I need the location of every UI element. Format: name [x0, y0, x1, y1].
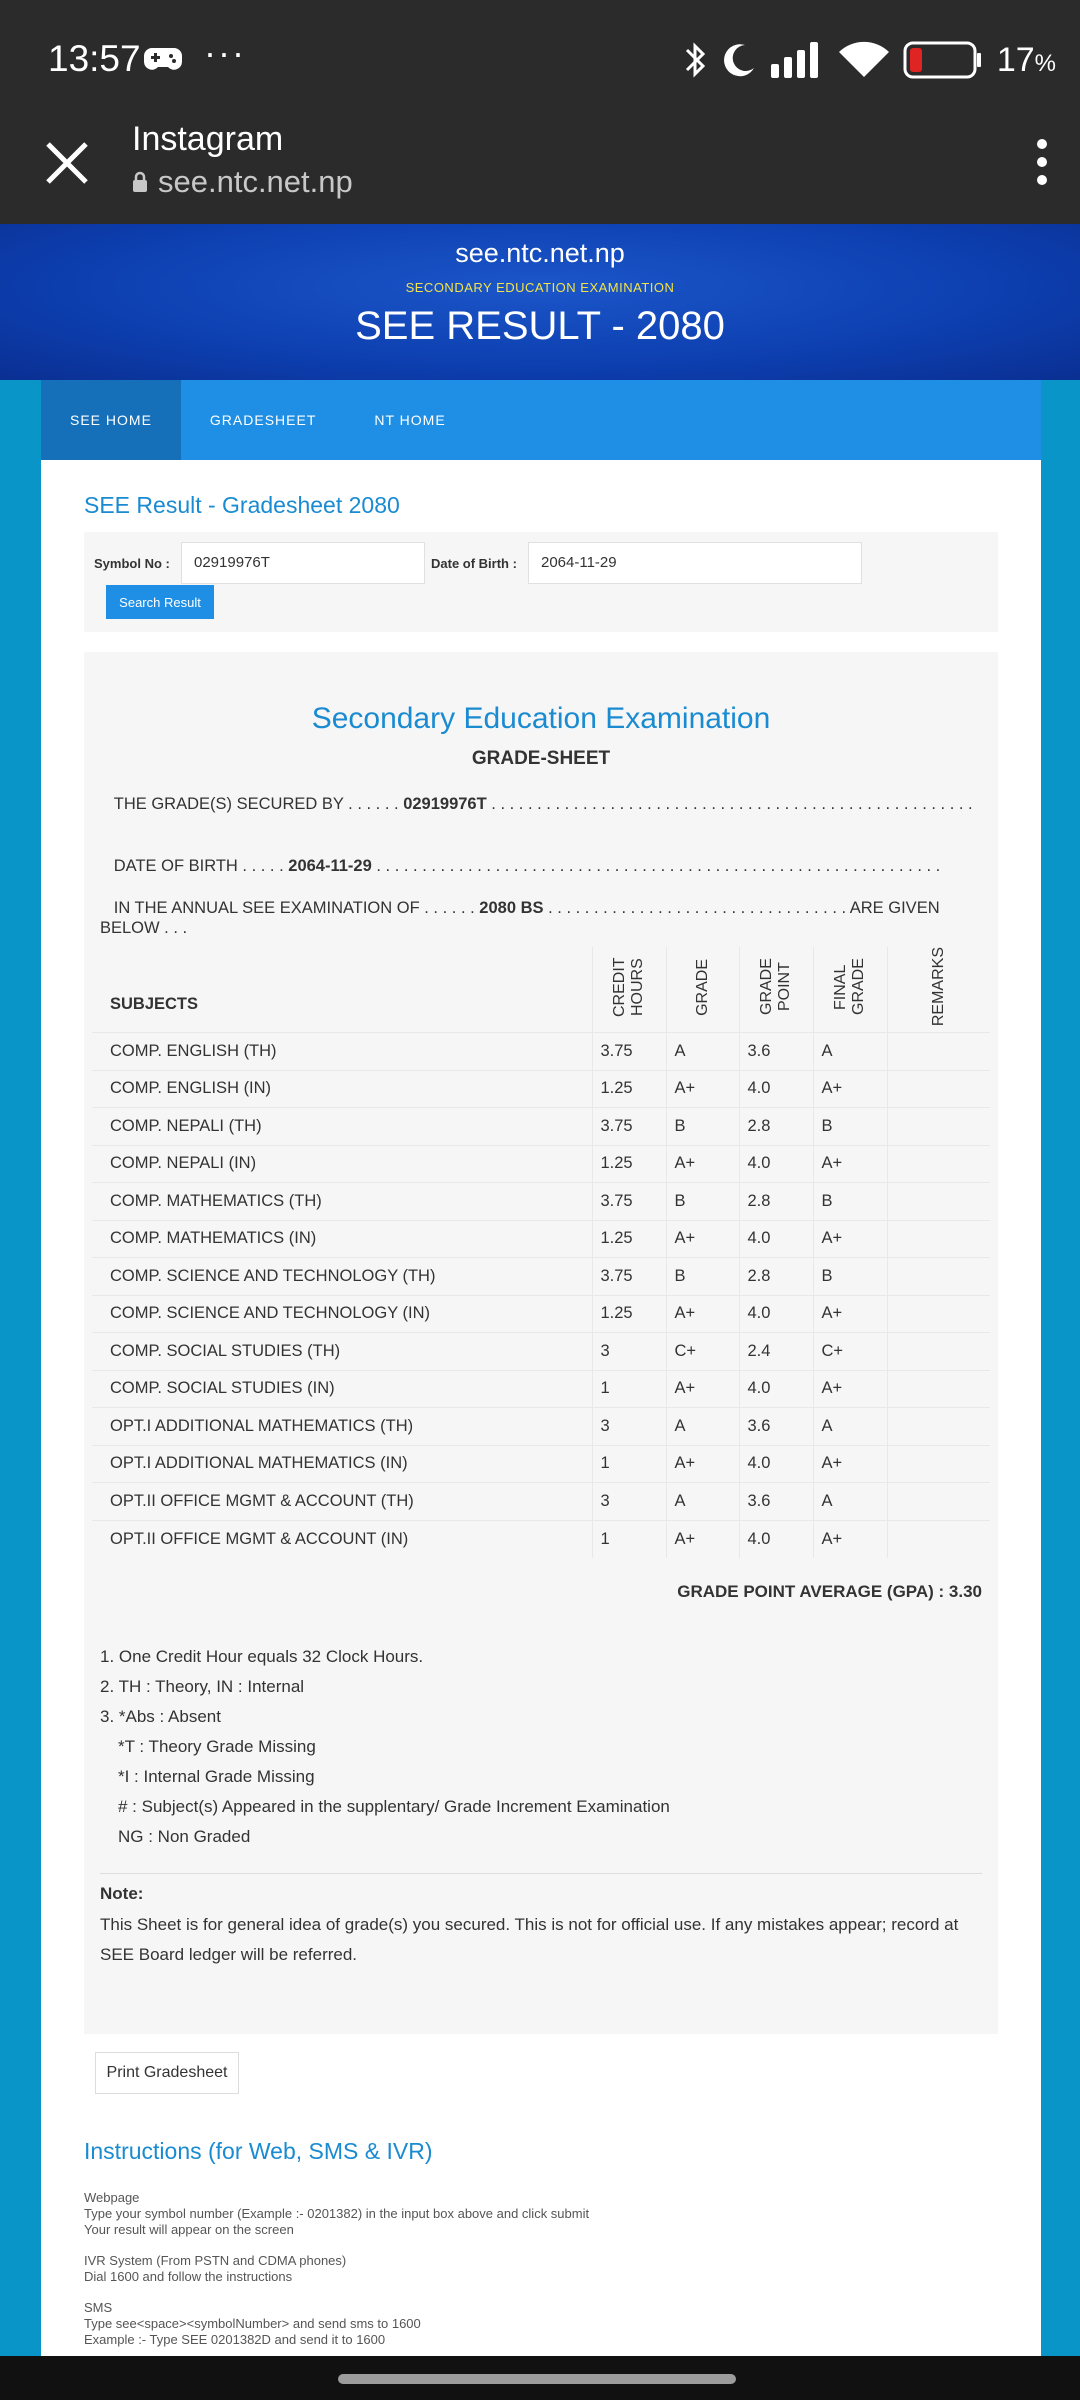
- subject-cell: OPT.II OFFICE MGMT & ACCOUNT (IN): [92, 1520, 592, 1558]
- final-grade-cell: C+: [813, 1333, 887, 1371]
- credit-hours-cell: 1.25: [592, 1145, 666, 1183]
- credit-hours-cell: 1: [592, 1370, 666, 1408]
- subject-cell: COMP. ENGLISH (IN): [92, 1070, 592, 1108]
- grade-point-cell: 2.8: [739, 1108, 813, 1146]
- final-grade-cell: A: [813, 1033, 887, 1071]
- final-grade-cell: A+: [813, 1070, 887, 1108]
- dob-line: DATE OF BIRTH . . . . . 2064-11-29 . . . . . . . . . . . . . . . . . . . . . . . . . . . . . . . . . . . . . . . . . . . . . . . . . . . . . . . . . . . . . .: [113, 857, 941, 875]
- site-header: [0, 224, 1080, 380]
- remarks-cell: [887, 1333, 990, 1371]
- exam-line: IN THE ANNUAL SEE EXAMINATION OF . . . . . . 2080 BS . . . . . . . . . . . . . . . . . . . . . . . . . . . . . . . . . ARE GIVEN BELOW . . .: [100, 899, 940, 937]
- grade-cell: A+: [666, 1145, 739, 1183]
- note-item: 3. *Abs : Absent: [100, 1707, 221, 1726]
- final-grade-cell: A: [813, 1483, 887, 1521]
- credit-hours-cell: 3.75: [592, 1183, 666, 1221]
- credit-hours-cell: 3: [592, 1333, 666, 1371]
- secured-by-line: THE GRADE(S) SECURED BY . . . . . . 02919976T . . . . . . . . . . . . . . . . . . . . . . . . . . . . . . . . . . . . . . . . . . . . . . . . . . . . .: [113, 795, 973, 813]
- table-row: [92, 1220, 990, 1258]
- credit-hours-cell: 3: [592, 1483, 666, 1521]
- instructions-heading: Instructions (for Web, SMS & IVR): [84, 2138, 433, 2164]
- final-grade-cell: B: [813, 1108, 887, 1146]
- subject-cell: COMP. SCIENCE AND TECHNOLOGY (IN): [92, 1295, 592, 1333]
- battery-percent: 17%: [996, 40, 1056, 79]
- grade-point-cell: 4.0: [739, 1520, 813, 1558]
- sheet-heading: Secondary Education Examination: [311, 702, 771, 735]
- table-row: [92, 1333, 990, 1371]
- col-remarks: REMARKS: [887, 947, 990, 1033]
- table-row: [92, 1258, 990, 1296]
- legend-notes: [100, 1642, 982, 1852]
- credit-hours-cell: 1.25: [592, 1220, 666, 1258]
- remarks-cell: [887, 1258, 990, 1296]
- subject-cell: COMP. ENGLISH (TH): [92, 1033, 592, 1071]
- remarks-cell: [887, 1483, 990, 1521]
- table-row: [92, 1070, 990, 1108]
- dob-input[interactable]: 2064-11-29: [528, 542, 862, 584]
- main-nav: [41, 380, 1041, 460]
- final-grade-cell: A+: [813, 1445, 887, 1483]
- note-item: 1. One Credit Hour equals 32 Clock Hours.: [100, 1647, 424, 1666]
- status-icons: [683, 36, 1056, 84]
- grade-cell: A: [666, 1483, 739, 1521]
- subject-cell: COMP. SOCIAL STUDIES (TH): [92, 1333, 592, 1371]
- remarks-cell: [887, 1220, 990, 1258]
- grade-cell: A+: [666, 1070, 739, 1108]
- instructions-text: [84, 2190, 998, 2363]
- grade-sheet: [84, 652, 998, 2034]
- system-nav-bar: [0, 2356, 1080, 2400]
- sheet-subheading: GRADE-SHEET: [471, 748, 611, 769]
- note-item: *I : Internal Grade Missing: [118, 1767, 315, 1786]
- final-grade-cell: A+: [813, 1145, 887, 1183]
- table-row: [92, 1033, 990, 1071]
- gpa-value: GRADE POINT AVERAGE (GPA) : 3.30: [677, 1582, 982, 1601]
- grade-point-cell: 4.0: [739, 1370, 813, 1408]
- table-row: [92, 1295, 990, 1333]
- grade-point-cell: 3.6: [739, 1408, 813, 1446]
- wifi-icon: [839, 41, 889, 79]
- note-text: This Sheet is for general idea of grade(s) you secured. This is not for official use. If any mistakes appear; record at SEE Board ledger will be referred.: [100, 1915, 959, 1964]
- col-grade-point: GRADE POINT: [739, 947, 813, 1033]
- subject-cell: COMP. MATHEMATICS (TH): [92, 1183, 592, 1221]
- col-credit-hours: CREDIT HOURS: [592, 947, 666, 1033]
- final-grade-cell: A+: [813, 1295, 887, 1333]
- grades-table: [92, 947, 990, 1558]
- grade-cell: A: [666, 1033, 739, 1071]
- instructions-webpage: Webpage Type your symbol number (Example :- 0201382) in the input box above and click submit Your result will appear on the screen: [84, 2190, 590, 2237]
- subject-cell: OPT.II OFFICE MGMT & ACCOUNT (TH): [92, 1483, 592, 1521]
- table-row: [92, 1483, 990, 1521]
- symbol-label: Symbol No :: [94, 556, 170, 571]
- status-bar: [0, 0, 1080, 118]
- grade-cell: A+: [666, 1370, 739, 1408]
- nav-nt-home[interactable]: NT HOME: [374, 412, 446, 428]
- divider: [100, 1873, 982, 1874]
- col-final-grade: FINAL GRADE: [813, 947, 887, 1033]
- note-heading: Note:: [100, 1884, 144, 1903]
- table-header-row: [92, 947, 990, 1033]
- site-domain: see.ntc.net.np: [455, 238, 625, 268]
- subject-cell: COMP. SCIENCE AND TECHNOLOGY (TH): [92, 1258, 592, 1296]
- table-row: [92, 1145, 990, 1183]
- search-result-button[interactable]: Search Result: [106, 585, 214, 619]
- final-grade-cell: A+: [813, 1220, 887, 1258]
- table-row: [92, 1520, 990, 1558]
- subject-cell: OPT.I ADDITIONAL MATHEMATICS (IN): [92, 1445, 592, 1483]
- credit-hours-cell: 1: [592, 1445, 666, 1483]
- grade-cell: A+: [666, 1220, 739, 1258]
- remarks-cell: [887, 1408, 990, 1446]
- battery-icon: [903, 41, 983, 79]
- grade-point-cell: 2.4: [739, 1333, 813, 1371]
- credit-hours-cell: 1.25: [592, 1070, 666, 1108]
- grade-cell: B: [666, 1108, 739, 1146]
- remarks-cell: [887, 1370, 990, 1408]
- subject-cell: OPT.I ADDITIONAL MATHEMATICS (TH): [92, 1408, 592, 1446]
- grade-point-cell: 4.0: [739, 1445, 813, 1483]
- instructions-sms: SMS Type see<space><symbolNumber> and send sms to 1600 Example :- Type SEE 0201382D and send it to 1600: [84, 2300, 421, 2347]
- final-grade-cell: B: [813, 1183, 887, 1221]
- grade-point-cell: 4.0: [739, 1220, 813, 1258]
- remarks-cell: [887, 1145, 990, 1183]
- status-time: 13:57: [48, 38, 141, 79]
- grade-point-cell: 2.8: [739, 1258, 813, 1296]
- grade-point-cell: 3.6: [739, 1483, 813, 1521]
- grade-cell: A+: [666, 1295, 739, 1333]
- grade-cell: A: [666, 1408, 739, 1446]
- credit-hours-cell: 3.75: [592, 1258, 666, 1296]
- symbol-input[interactable]: 02919976T: [181, 542, 425, 584]
- credit-hours-cell: 3: [592, 1408, 666, 1446]
- col-subjects: SUBJECTS: [110, 995, 199, 1013]
- note-item: NG : Non Graded: [118, 1827, 251, 1846]
- table-row: [92, 1445, 990, 1483]
- grade-point-cell: 4.0: [739, 1145, 813, 1183]
- remarks-cell: [887, 1295, 990, 1333]
- remarks-cell: [887, 1070, 990, 1108]
- grade-cell: A+: [666, 1520, 739, 1558]
- grade-point-cell: 3.6: [739, 1033, 813, 1071]
- table-row: [92, 1370, 990, 1408]
- remarks-cell: [887, 1520, 990, 1558]
- subject-cell: COMP. MATHEMATICS (IN): [92, 1220, 592, 1258]
- final-grade-cell: B: [813, 1258, 887, 1296]
- site-subtitle: SECONDARY EDUCATION EXAMINATION: [405, 280, 675, 295]
- remarks-cell: [887, 1108, 990, 1146]
- close-icon[interactable]: [40, 136, 94, 190]
- grade-point-cell: 4.0: [739, 1295, 813, 1333]
- note-item: *T : Theory Grade Missing: [118, 1737, 316, 1756]
- bluetooth-icon: [683, 40, 707, 80]
- home-gesture-bar[interactable]: [338, 2374, 736, 2384]
- remarks-cell: [887, 1445, 990, 1483]
- grade-point-cell: 2.8: [739, 1183, 813, 1221]
- more-notifications-icon: ···: [204, 32, 246, 73]
- grade-cell: B: [666, 1183, 739, 1221]
- instructions-ivr: IVR System (From PSTN and CDMA phones) Dial 1600 and follow the instructions: [84, 2253, 347, 2284]
- credit-hours-cell: 3.75: [592, 1108, 666, 1146]
- subject-cell: COMP. NEPALI (TH): [92, 1108, 592, 1146]
- gradesheet-heading: SEE Result - Gradesheet 2080: [84, 492, 400, 518]
- nav-gradesheet[interactable]: GRADESHEET: [209, 412, 317, 428]
- grade-point-cell: 4.0: [739, 1070, 813, 1108]
- final-grade-cell: A: [813, 1408, 887, 1446]
- note-item: # : Subject(s) Appeared in the supplentary/ Grade Increment Examination: [118, 1797, 670, 1816]
- grade-cell: C+: [666, 1333, 739, 1371]
- remarks-cell: [887, 1183, 990, 1221]
- note-item: 2. TH : Theory, IN : Internal: [100, 1677, 305, 1696]
- table-row: [92, 1108, 990, 1146]
- remarks-cell: [887, 1033, 990, 1071]
- main-panel: [41, 460, 1041, 2360]
- nav-see-home[interactable]: SEE HOME: [41, 380, 181, 460]
- in-app-browser-bar: [0, 118, 1080, 224]
- table-row: [92, 1183, 990, 1221]
- more-options-icon[interactable]: [1022, 132, 1062, 192]
- do-not-disturb-moon-icon: [721, 42, 757, 78]
- browser-title: Instagram: [132, 120, 284, 158]
- lock-icon: [132, 171, 148, 193]
- search-form: [84, 532, 998, 632]
- site-title: SEE RESULT - 2080: [355, 304, 725, 348]
- grade-cell: A+: [666, 1445, 739, 1483]
- dob-label: Date of Birth :: [431, 556, 517, 571]
- credit-hours-cell: 3.75: [592, 1033, 666, 1071]
- signal-icon: [771, 42, 825, 78]
- col-grade: GRADE: [666, 947, 739, 1033]
- browser-url[interactable]: see.ntc.net.np: [132, 164, 353, 200]
- table-row: [92, 1408, 990, 1446]
- final-grade-cell: A+: [813, 1370, 887, 1408]
- grade-cell: B: [666, 1258, 739, 1296]
- subject-cell: COMP. NEPALI (IN): [92, 1145, 592, 1183]
- final-grade-cell: A+: [813, 1520, 887, 1558]
- credit-hours-cell: 1: [592, 1520, 666, 1558]
- print-gradesheet-button[interactable]: Print Gradesheet: [95, 2052, 239, 2094]
- subject-cell: COMP. SOCIAL STUDIES (IN): [92, 1370, 592, 1408]
- game-controller-icon: [144, 44, 182, 74]
- credit-hours-cell: 1.25: [592, 1295, 666, 1333]
